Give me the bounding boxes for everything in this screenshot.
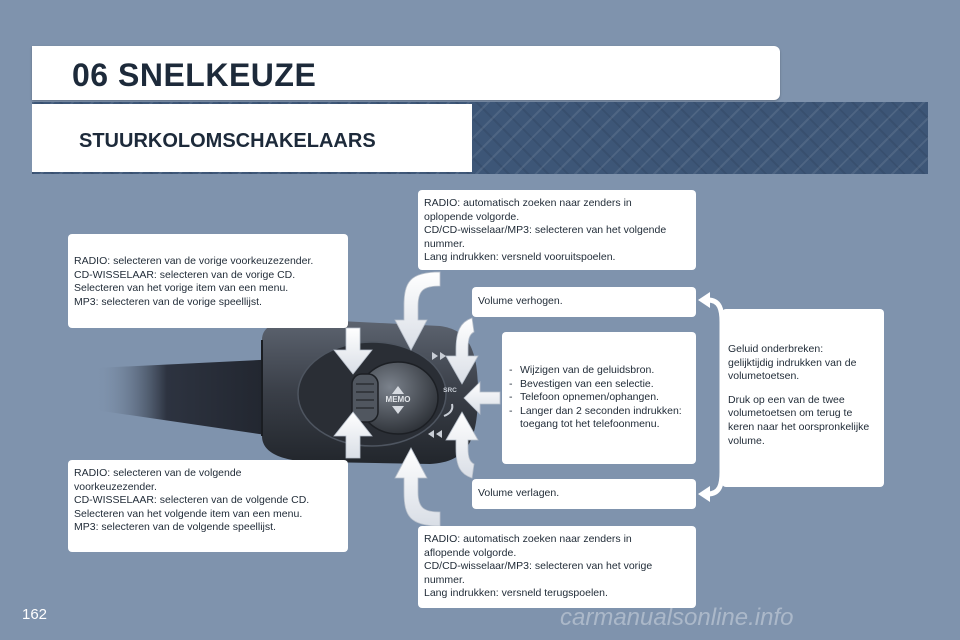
source-button-description	[502, 332, 696, 464]
watermark-text: carmanualsonline.info	[560, 604, 794, 631]
memo-label: MEMO	[385, 395, 411, 404]
seek-down-description	[418, 526, 696, 608]
volume-down-description	[472, 479, 696, 509]
text-line: nummer.	[424, 237, 465, 250]
volume-up-description	[472, 287, 696, 317]
seek-up-description	[418, 190, 696, 270]
text-line: Selecteren van het volgende item van een menu.	[74, 507, 303, 520]
text-line: CD/CD-wisselaar/MP3: selecteren van het volgende	[424, 224, 667, 237]
section-title: STUURKOLOMSCHAKELAARS	[79, 130, 376, 152]
restore-volume-paragraph: Druk op een van de twee volumetoetsen om terug te keren naar het oorspronkelijke volume.	[728, 393, 870, 447]
text-line: Selecteren van het vorige item van een menu.	[74, 282, 289, 295]
text-line: MP3: selecteren van de vorige speellijst.	[74, 295, 262, 308]
text-line: RADIO: selecteren van de vorige voorkeuzezender.	[74, 255, 314, 267]
text-line: oplopende volgorde.	[424, 210, 520, 223]
list-item: - Telefoon opnemen/ophangen.	[508, 391, 690, 405]
text-line: RADIO: automatisch zoeken naar zenders in	[424, 533, 632, 545]
list-item: - Bevestigen van een selectie.	[508, 378, 690, 392]
text-line: Volume verhogen.	[478, 295, 563, 307]
text-line: CD-WISSELAAR: selecteren van de volgende CD.	[74, 494, 310, 507]
list-item: - Wijzigen van de geluidsbron.	[508, 364, 690, 378]
text-line: Lang indrukken: versneld terugspoelen.	[424, 587, 608, 600]
list-item: - Langer dan 2 seconden indrukken: toegang tot het telefoonmenu.	[508, 405, 690, 432]
prev-preset-description	[68, 234, 348, 328]
mute-bracket	[708, 300, 722, 494]
text-line: CD-WISSELAAR: selecteren van de vorige CD.	[74, 268, 296, 281]
src-label: SRC	[443, 387, 457, 394]
source-function-list	[508, 364, 690, 432]
next-preset-description	[68, 460, 348, 552]
text-line: nummer.	[424, 573, 465, 586]
text-line: MP3: selecteren van de volgende speellijst.	[74, 521, 276, 534]
mute-paragraph: Geluid onderbreken: gelijktijdig indrukken van de volumetoetsen.	[728, 343, 857, 383]
mute-description	[722, 309, 884, 487]
text-line: voorkeuzezender.	[74, 480, 157, 493]
text-line: Lang indrukken: versneld vooruitspoelen.	[424, 251, 616, 264]
text-line: CD/CD-wisselaar/MP3: selecteren van het vorige	[424, 560, 653, 573]
text-line: RADIO: selecteren van de volgende	[74, 467, 242, 479]
volume-thumbwheel	[352, 374, 378, 422]
text-line: aflopende volgorde.	[424, 546, 517, 559]
chapter-title: 06 SNELKEUZE	[72, 57, 317, 93]
text-line: RADIO: automatisch zoeken naar zenders in	[424, 197, 632, 209]
page-number: 162	[22, 606, 48, 623]
text-line: Volume verlagen.	[478, 487, 560, 499]
